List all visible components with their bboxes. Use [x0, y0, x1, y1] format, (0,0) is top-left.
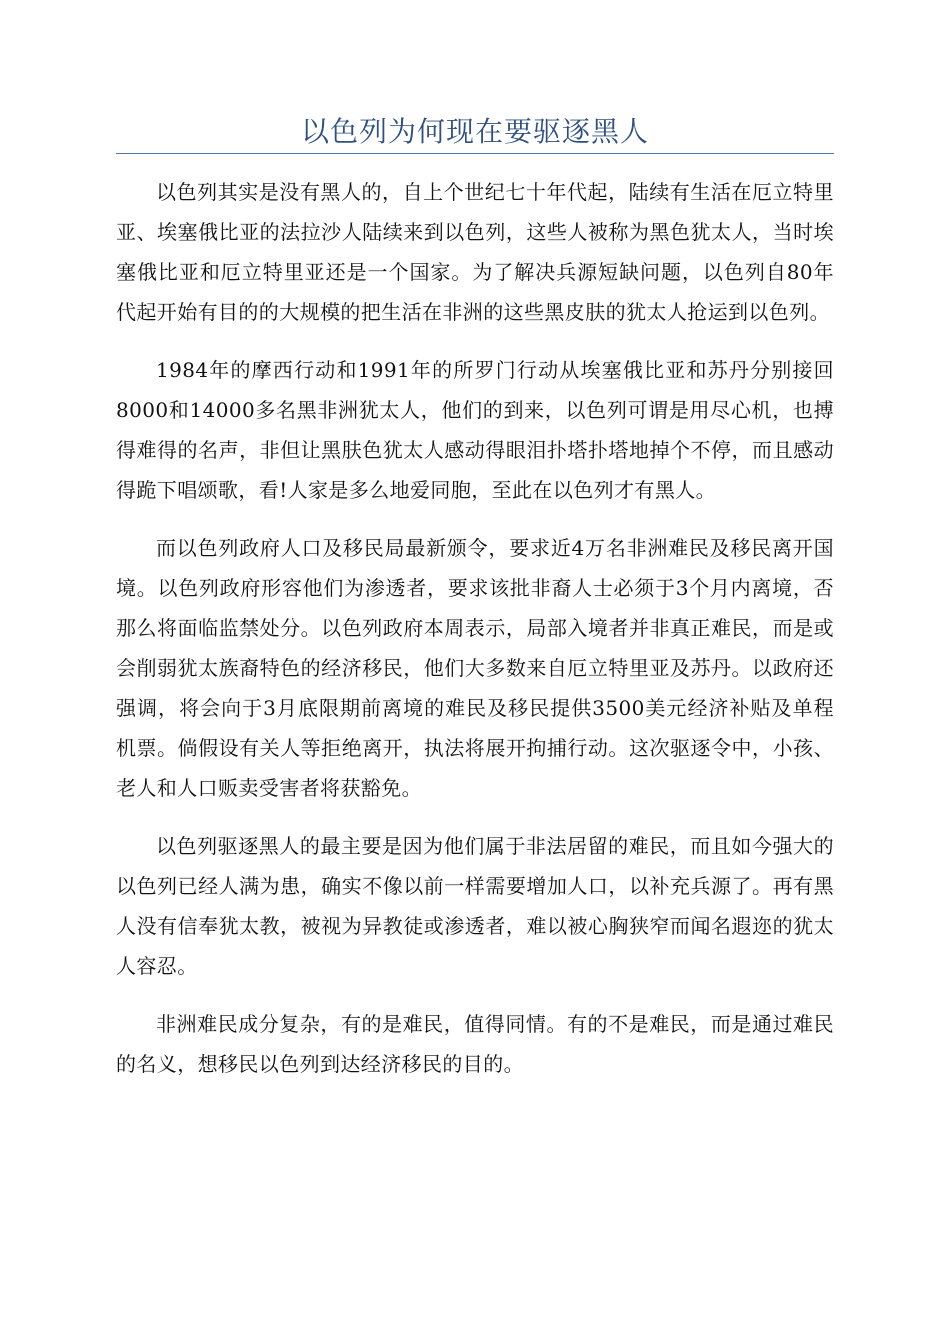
document-body	[116, 172, 834, 1102]
paragraph-1: 以色列其实是没有黑人的，自上个世纪七十年代起，陆续有生活在厄立特里亚、埃塞俄比亚的法拉沙人陆续来到以色列，这些人被称为黑色犹太人，当时埃塞俄比亚和厄立特里亚还是一个国家。为了解决兵源短缺问题，以色列自80年代起开始有目的的大规模的把生活在非洲的这些黑皮肤的犹太人抢运到以色列。	[116, 180, 834, 324]
paragraph-3: 而以色列政府人口及移民局最新颁令，要求近4万名非洲难民及移民离开国境。以色列政府形容他们为渗透者，要求该批非裔人士必须于3个月内离境，否那么将面临监禁处分。以色列政府本周表示，局部入境者并非真正难民，而是或会削弱犹太族裔特色的经济移民，他们大多数来自厄立特里亚及苏丹。以政府还强调，将会向于3月底限期前离境的难民及移民提供3500美元经济补贴及单程机票。倘假设有关人等拒绝离开，执法将展开拘捕行动。这次驱逐令中，小孩、老人和人口贩卖受害者将获豁免。	[116, 536, 834, 800]
paragraph-5: 非洲难民成分复杂，有的是难民，值得同情。有的不是难民，而是通过难民的名义，想移民以色列到达经济移民的目的。	[116, 1012, 834, 1076]
title-underline	[116, 153, 834, 154]
paragraph-4: 以色列驱逐黑人的最主要是因为他们属于非法居留的难民，而且如今强大的以色列已经人满为患，确实不像以前一样需要增加人口，以补充兵源了。再有黑人没有信奉犹太教，被视为异教徒或渗透者，难以被心胸狭窄而闻名遐迩的犹太人容忍。	[116, 834, 834, 978]
document-title: 以色列为何现在要驱逐黑人	[300, 115, 649, 148]
paragraph-2: 1984年的摩西行动和1991年的所罗门行动从埃塞俄比亚和苏丹分别接回8000和14000多名黑非洲犹太人，他们的到来，以色列可谓是用尽心机，也搏得难得的名声，非但让黑肤色犹太人感动得眼泪扑塔扑塔地掉个不停，而且感动得跪下唱颂歌，看!人家是多么地爱同胞，至此在以色列才有黑人。	[116, 358, 834, 502]
